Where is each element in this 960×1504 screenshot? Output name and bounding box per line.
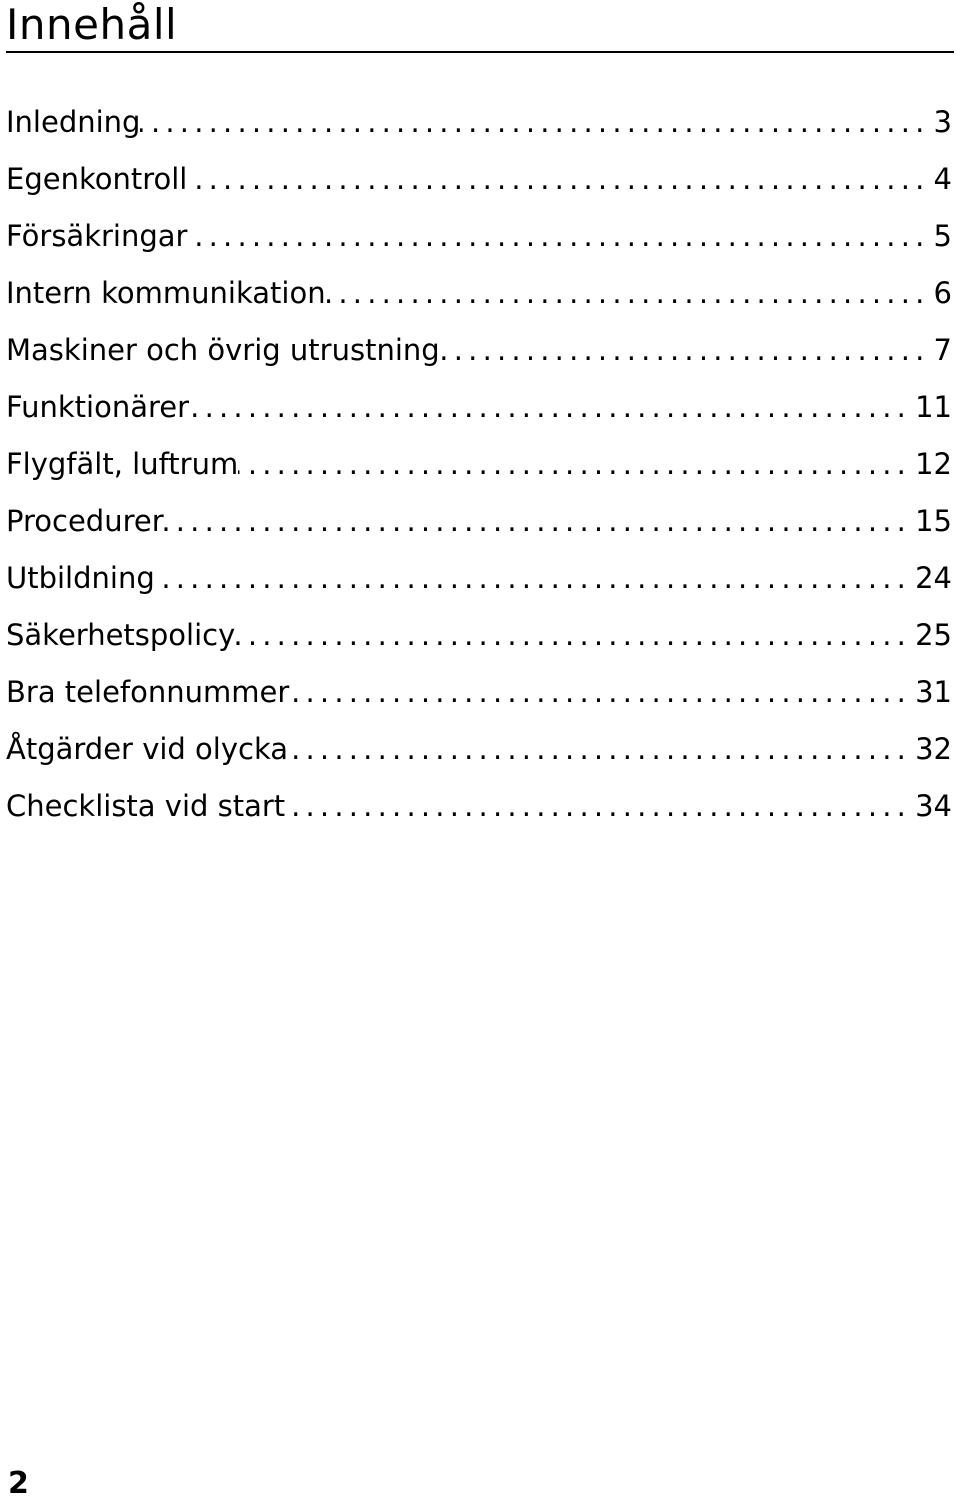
toc-dot-leader: [285, 778, 911, 835]
toc-dot-leader: [235, 607, 911, 664]
toc-entry-page: 25: [915, 618, 952, 652]
toc-dot-leader: [326, 265, 930, 322]
toc-entry-utbildning[interactable]: [6, 550, 952, 607]
toc-entry-label: Funktionärer: [6, 390, 190, 424]
toc-entry-bra-telefonnummer[interactable]: [6, 664, 952, 721]
toc-entry-maskiner[interactable]: [6, 322, 952, 379]
toc-entry-label: Inledning: [6, 105, 141, 139]
toc-entry-label: Checklista vid start: [6, 789, 286, 823]
toc-entry-label: Intern kommunikation: [6, 276, 326, 310]
toc-dot-leader: [187, 208, 929, 265]
table-of-contents: [6, 94, 952, 835]
toc-entry-sakerhetspolicy[interactable]: [6, 607, 952, 664]
toc-entry-page: 6: [933, 276, 952, 310]
toc-entry-page: 32: [915, 732, 952, 766]
toc-entry-page: 11: [915, 390, 952, 424]
toc-dot-leader: [164, 493, 911, 550]
toc-entry-label: Utbildning: [6, 561, 155, 595]
toc-entry-page: 3: [933, 105, 952, 139]
toc-dot-leader: [289, 664, 911, 721]
toc-dot-leader: [155, 550, 911, 607]
toc-dot-leader: [140, 94, 929, 151]
toc-entry-page: 5: [933, 219, 952, 253]
toc-entry-checklista-vid-start[interactable]: [6, 778, 952, 835]
toc-dot-leader: [238, 436, 911, 493]
toc-entry-label: Säkerhetspolicy: [6, 618, 236, 652]
toc-entry-procedurer[interactable]: [6, 493, 952, 550]
toc-entry-egenkontroll[interactable]: [6, 151, 952, 208]
toc-dot-leader: [187, 151, 929, 208]
page-title: Innehåll: [6, 0, 178, 49]
toc-entry-page: 34: [915, 789, 952, 823]
toc-entry-label: Åtgärder vid olycka: [6, 732, 288, 766]
toc-entry-page: 15: [915, 504, 952, 538]
toc-entry-label: Försäkringar: [6, 219, 188, 253]
toc-entry-page: 7: [933, 333, 952, 367]
page-number: 2: [8, 1466, 29, 1501]
title-divider: [6, 51, 954, 53]
toc-dot-leader: [440, 322, 930, 379]
toc-dot-leader: [189, 379, 911, 436]
toc-entry-inledning[interactable]: [6, 94, 952, 151]
toc-entry-label: Procedurer: [6, 504, 164, 538]
toc-entry-page: 31: [915, 675, 952, 709]
toc-entry-page: 4: [933, 162, 952, 196]
toc-entry-intern-kommunikation[interactable]: [6, 265, 952, 322]
toc-entry-label: Flygfält, luftrum: [6, 447, 239, 481]
toc-entry-label: Egenkontroll: [6, 162, 188, 196]
toc-entry-funktionarer[interactable]: [6, 379, 952, 436]
toc-entry-atgarder-vid-olycka[interactable]: [6, 721, 952, 778]
toc-entry-page: 24: [915, 561, 952, 595]
toc-entry-flygfalt[interactable]: [6, 436, 952, 493]
toc-dot-leader: [288, 721, 911, 778]
toc-entry-label: Bra telefonnummer: [6, 675, 290, 709]
toc-entry-page: 12: [915, 447, 952, 481]
toc-entry-forsakringar[interactable]: [6, 208, 952, 265]
toc-entry-label: Maskiner och övrig utrustning: [6, 333, 440, 367]
